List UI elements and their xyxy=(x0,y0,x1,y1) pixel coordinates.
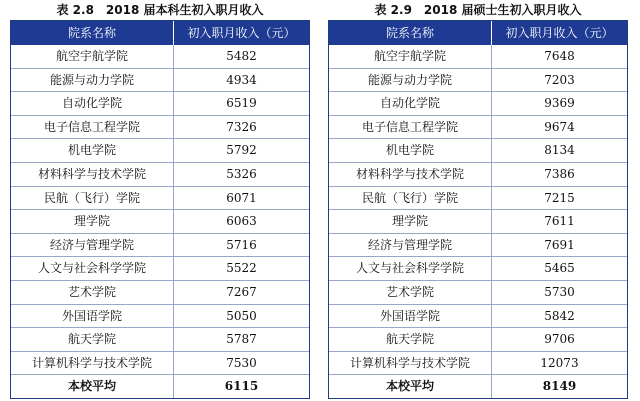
department-cell: 艺术学院 xyxy=(329,281,492,304)
department-cell: 机电学院 xyxy=(11,139,174,162)
average-row xyxy=(329,374,627,398)
average-row xyxy=(11,374,309,398)
table-row xyxy=(329,68,627,92)
income-cell: 7386 xyxy=(544,166,575,181)
income-cell: 5326 xyxy=(226,166,257,181)
department-cell: 能源与动力学院 xyxy=(329,69,492,92)
table-row xyxy=(329,256,627,280)
department-cell: 理学院 xyxy=(11,210,174,233)
income-cell: 7326 xyxy=(226,119,257,134)
income-cell: 5792 xyxy=(226,143,257,158)
table-2-9-panel xyxy=(328,0,628,399)
average-label: 本校平均 xyxy=(11,375,174,398)
table-row xyxy=(329,327,627,351)
income-cell: 7530 xyxy=(226,355,257,370)
table-row xyxy=(329,280,627,304)
department-cell: 航空宇航学院 xyxy=(329,45,492,68)
average-label: 本校平均 xyxy=(329,375,492,398)
table-header-row xyxy=(329,21,627,45)
income-table-master xyxy=(328,20,628,399)
table-row xyxy=(329,45,627,68)
table-row xyxy=(329,209,627,233)
department-cell: 自动化学院 xyxy=(11,92,174,115)
table-row xyxy=(11,91,309,115)
income-cell: 7267 xyxy=(226,284,257,299)
income-cell: 5842 xyxy=(544,308,575,323)
department-cell: 航天学院 xyxy=(11,328,174,351)
department-cell: 理学院 xyxy=(329,210,492,233)
department-cell: 经济与管理学院 xyxy=(329,234,492,257)
income-table-undergrad xyxy=(10,20,310,399)
department-cell: 电子信息工程学院 xyxy=(329,116,492,139)
table-body xyxy=(329,45,627,398)
income-cell: 7691 xyxy=(544,237,575,252)
department-cell: 材料科学与技术学院 xyxy=(11,163,174,186)
average-value: 6115 xyxy=(224,379,259,394)
table-row xyxy=(329,91,627,115)
department-cell: 民航（飞行）学院 xyxy=(329,187,492,210)
table-row xyxy=(11,256,309,280)
column-header-department: 院系名称 xyxy=(329,21,492,45)
table-caption: 表 2.9 2018 届硕士生初入职月收入 xyxy=(374,3,582,17)
department-cell: 外国语学院 xyxy=(11,305,174,328)
table-header-row xyxy=(11,21,309,45)
table-row xyxy=(329,351,627,375)
income-cell: 9706 xyxy=(544,332,575,347)
table-row xyxy=(11,162,309,186)
department-cell: 计算机科学与技术学院 xyxy=(329,352,492,375)
department-cell: 电子信息工程学院 xyxy=(11,116,174,139)
column-header-income: 初入职月收入（元） xyxy=(505,26,614,40)
average-value: 8149 xyxy=(542,379,577,394)
income-cell: 8134 xyxy=(544,143,575,158)
income-cell: 7203 xyxy=(544,72,575,87)
income-cell: 5787 xyxy=(226,332,257,347)
table-row xyxy=(11,45,309,68)
income-cell: 6071 xyxy=(226,190,257,205)
table-row xyxy=(11,304,309,328)
table-row xyxy=(11,351,309,375)
table-row xyxy=(11,115,309,139)
table-row xyxy=(329,138,627,162)
table-caption: 表 2.8 2018 届本科生初入职月收入 xyxy=(56,3,264,17)
table-row xyxy=(11,186,309,210)
table-2-8-panel xyxy=(10,0,310,399)
income-cell: 7611 xyxy=(544,214,575,229)
table-row xyxy=(329,233,627,257)
table-row xyxy=(329,162,627,186)
income-cell: 6519 xyxy=(226,96,257,111)
department-cell: 能源与动力学院 xyxy=(11,69,174,92)
income-cell: 5465 xyxy=(544,261,575,276)
department-cell: 经济与管理学院 xyxy=(11,234,174,257)
income-cell: 9674 xyxy=(544,119,575,134)
department-cell: 机电学院 xyxy=(329,139,492,162)
table-row xyxy=(11,209,309,233)
department-cell: 人文与社会科学学院 xyxy=(329,257,492,280)
column-header-income: 初入职月收入（元） xyxy=(187,26,296,40)
department-cell: 艺术学院 xyxy=(11,281,174,304)
department-cell: 自动化学院 xyxy=(329,92,492,115)
income-cell: 6063 xyxy=(226,214,257,229)
department-cell: 民航（飞行）学院 xyxy=(11,187,174,210)
table-row xyxy=(329,304,627,328)
table-row xyxy=(11,68,309,92)
table-row xyxy=(11,233,309,257)
income-cell: 5050 xyxy=(226,308,257,323)
department-cell: 外国语学院 xyxy=(329,305,492,328)
table-row xyxy=(11,138,309,162)
income-cell: 5716 xyxy=(226,237,257,252)
income-cell: 5482 xyxy=(226,49,257,63)
income-cell: 4934 xyxy=(226,72,257,87)
income-cell: 7648 xyxy=(544,49,575,63)
income-cell: 9369 xyxy=(544,96,575,111)
table-body xyxy=(11,45,309,398)
table-row xyxy=(329,115,627,139)
department-cell: 材料科学与技术学院 xyxy=(329,163,492,186)
income-cell: 7215 xyxy=(544,190,575,205)
income-cell: 5730 xyxy=(544,284,575,299)
department-cell: 航天学院 xyxy=(329,328,492,351)
table-row xyxy=(329,186,627,210)
table-row xyxy=(11,280,309,304)
column-header-department: 院系名称 xyxy=(11,21,174,45)
income-cell: 12073 xyxy=(540,355,579,370)
department-cell: 人文与社会科学学院 xyxy=(11,257,174,280)
department-cell: 航空宇航学院 xyxy=(11,45,174,68)
income-cell: 5522 xyxy=(226,261,257,276)
table-row xyxy=(11,327,309,351)
department-cell: 计算机科学与技术学院 xyxy=(11,352,174,375)
